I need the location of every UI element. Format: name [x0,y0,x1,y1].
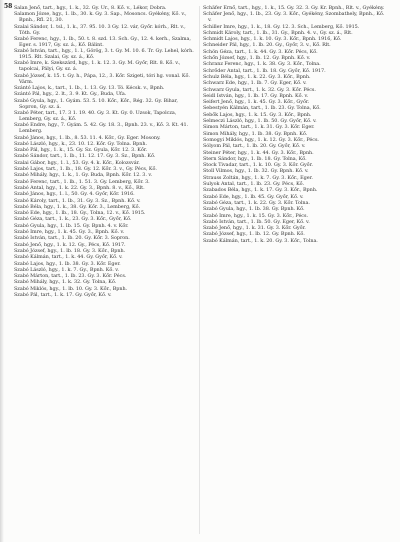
roster-entry: Szabó László, hgy., 1. k. 7. Gy., Bpnh. Kő. v. [14,266,119,273]
roster-entry: Schäfer Jenő, hgy., 1. lb., 23. Gy. 3. Kőr., Gyékény, Szombathely, Bpnh., Kő. v. [203,11,385,24]
roster-entry: Somogyi Miklós, hgy., 1. k. 12. Gy. 3. Kőr., Pécs. [203,136,319,143]
roster-entry: Szabó Jenő, hgy., 1. k. 31. Gy. 3. Kőr. Győr. [203,225,306,232]
roster-entry: Salan Jenő, tart., hgy., 1. k., 32. Gy. Ur., 8. Kő. v., Lékor, Dobra. [14,5,167,11]
right-column [203,5,386,244]
roster-entry: Szabó Imre, hgy., 1. k. 45. Gy. 3., Bpnh. Kő. v. [14,229,125,236]
roster-entry: Szabó Péter, tart., 17. 3 1. 19. 40. Gy. 3. Kt. Gy. 0. Uzsok, Tapolcza, Lemberg, Gy. sz. á., Kő. [14,109,177,122]
roster-entry: Strauss Zoltán, hgy., 1. k. 7. Gy. 3. Kőr., Eger. [203,174,313,181]
column-gutter [199,6,200,534]
page-number: 58 [4,3,13,10]
roster-entry: Szabó Sándor, tart., 1. lb., 11. 12. 17. Gy. 3. Sz., Bpnh. Kő. [14,153,156,160]
roster-entry: Schrőder Antal, tart., 1. lb. 18. Gy. Győr, Kő. 1917. [203,67,326,74]
roster-entry: Szabó József, hgy., 1. lb. 18. Gy. 3. Kőr., Bpnh. [14,247,126,254]
roster-entry: Szabó Kálmán, tart., 1. k. 20. Gy. 3. Kőr., Tolna. [203,237,318,244]
roster-entry: Szabó József, hgy., 1. lb. 12. Gy. Bpnh. Kő. [203,231,305,238]
roster-entry: Schmidt Lajos, hgy., 1. k. 10. Gy. 3. Kőr., Bpnh. 1916, Kő. [203,36,342,43]
roster-entry: Schwarz Ede, hgy., 1. lb. 7. Gy. Eger, Kő. v. [203,80,307,87]
left-column [14,5,197,298]
roster-entry: Szántó Pál, hgy., 2. lt., 3. 9. Kt. Gy., Buda, Ufa. [14,91,127,98]
roster-entry: Szabó Pál, hgy., 1. k., 15. Gy. Sz. Gyula, Kőr. 12. 3. Kőr. [14,147,148,154]
roster-entry: Sólyom Pál, tart., 1. lb. 20. Gy. Győr, Kő. v. [203,143,306,150]
roster-entry: Szabó László, hgy., k., 23. 10. 12. Kőr. Gy. Tolna. Bpnh. [14,140,147,147]
roster-entry: Szabó Mihály, hgy., 1. k. 32. Gy. Tolna, Kő. [14,279,117,286]
roster-entry: Simon Mihály, hgy., 1. lb. 38. Gy. Bpnh. Kő. [203,130,308,137]
roster-entry: Szabó Miklós, hgy., 1. lb. 10. Gy. 3. Kőr., Bpnh. [14,285,128,292]
roster-entry: Schiller Imre, hgy., 1. k., 18. Gy. 12. 3. Sch., Lemberg, Kő. 1915. [203,23,360,30]
roster-entry: Szabó Ede, hgy., 1. lb. 45. Gy. Győr, Kő. v. [203,193,304,200]
roster-entry: Szabó Géza, tart., 1. k. 22. Gy. 3. Kőr. Tolna. [203,199,310,206]
roster-entry: Szabó Imre, hgy., 1. k. 15. Gy. 3. Kőr., Pécs. [203,212,308,219]
roster-entry: Szabó János, hgy., 1. lb., 8. 53. 11. 4. Kőr., Gy. Eger. Mosony. [14,134,161,141]
roster-entry: Schön Géza, tart., 1. k. 44. Gy. 3. Kőr. Pécs, Kő. [203,48,318,55]
roster-entry: Sulyok Antal, tart., 1. lb. 23. Gy. Pécs, Kő. [203,181,305,188]
roster-entry: Szabó Kálmán, tart., 1. k. 44. Gy. Győr, Kő. v. [14,254,123,261]
roster-entry: Schäfer Ernő, tart., hgy., 1. k., 15. Gy. 32. 3. Gy. Kr. Bpnh., Rlt. v., Gyékény. [203,5,385,11]
roster-entry: Szabó Károly, tart., 1. lb., 31. Gy. 3. Sz., Bpnh. Kő. v. [14,197,141,204]
roster-entry: Szabó Ferenc, hgy., 1. lb., 50. t. 8. szd. 13. Sch. Gy., 12. 4. kerh., Szalma, Eger. s. 1917, Gy. sz. á., Kő. Bálint. [14,35,191,48]
roster-entry: Simon Márton, tart., 1. k. 31. Gy. 3. Kőr. Eger. [203,124,315,131]
roster-entry: Szabados Béla, hgy., 1. k. 17. Gy. 3. Kőr., Bpnh. [203,187,318,194]
roster-entry: Szabó Antal, hgy., 1. k. 22. Gy. 3., Bpnh. 8. v., Kő., Rlt. [14,184,145,191]
roster-entry: Schneider Pál, hgy., 1. lb. 20. Gy., Győr, 3. v., Kő. Rlt. [203,42,331,49]
roster-entry: Szabó Ede, hgy., 1. lb., 18. Gy., Tolna, 12. v., Kő. 1915. [14,210,146,217]
roster-entry: Salamon Józse, hgy., 1. lb., 30. k. Gy. 3. Sap., Mosoncs. Gyékény, Kő. v., Bpnh., Rfl. 21, 30. [14,11,187,24]
roster-entry: Stern Sándor, hgy., 1. lb. 18. Gy. Tolna, Kő. [203,155,307,162]
roster-entry: Szabó Imre, k. Szekszárd, hgy., 1. k. 12. 3. Gy. M. Győr, Rlt. 8. Kő. v., tapolcai, Pályi, Gy. sz. á. [14,60,181,73]
roster-entry: Szántó Lajos, k., tart., 1. lb., 1. 13. Gy. 13. Tó. Kécsk. v., Bpnh. [14,85,165,92]
roster-entry: Szabó Ferenc, tart., 1. lb., 1. 51. 3. Gy. Lemberg, Kőr. 3. [14,178,150,185]
roster-entry: Seidl István, hgy., 1. lb. 17. Gy. Bpnh. Kő. v. [203,92,309,99]
roster-entry: Szabó Gyula, hgy., 1. lb. 38. Gy. Bpnh. Kő. [203,206,305,213]
roster-entry: Seifert Jenő, hgy., 1. k. 45. Gy. 3. Kőr., Győr. [203,99,310,106]
roster-entry: Sebők Lajos, hgy., 1. k. 15. Gy. 3. Kőr., Bpnh. [203,111,312,118]
roster-entry: Steiner Péter, hgy., 1. k. 44. Gy. 3. Kőr., Bpnh. [203,149,314,156]
roster-entry: Szabó Géza, tart., 1. k., 23. Gy. 3. Kőr., Győr, Kő. [14,216,132,223]
roster-entry: Stoll Vilmos, hgy., 1. lb. 32. Gy. Bpnh. Kő. v. [203,168,309,175]
roster-entry: Sebestyén Kálmán, tart., 1. lb. 23. Gy. Tolna, Kő. [203,105,321,112]
roster-entry: Schmidt Károly, tart., 1. lb., 31. Gy., Bpnh. 4. v., Gy. sz. á., Rlt. [203,29,353,36]
roster-entry: Schranz Ferenc, hgy., 1. k. 38. Gy. 3. Kőr., Tolna. [203,61,321,68]
roster-entry: Szabó Pál, tart., 1. k. 17. Gy. Győr, Kő. v. [14,291,112,298]
roster-entry: Szabó Gyula, hgy., 1. lb. 15. Gy. Bpnh. 4. v. Kőr. [14,222,129,229]
roster-entry: Schwarz Gyula, tart., 1. k. 32. Gy. 3. Kőr. Pécs. [203,86,316,93]
roster-entry: Szabó Lajos, hgy., 1. lb. 38. Gy. 3. Kőr. Eger. [14,260,121,267]
roster-entry: Szabó Béla, hgy., 1. k., 38. Gy. Kőr. 3., Lemberg, Kő. [14,203,141,210]
roster-entry: Szabó János, hgy., 1. l., 50. Gy. 4. Győr, Kőr. 1916. [14,191,135,198]
roster-entry: Schulz Béla, hgy., 1. k. 22. Gy. 3. Kőr., Bpnh. [203,73,311,80]
roster-entry: Szabó József, k. 15. t. Gy. h., Pápa, 12., 3. Kőr. Szigeti, tóri hg. vonal. Kő. Várm. [14,72,190,85]
roster-entry: Szabó Mihály, hgy., 1. k., 1. Gy. Buda, Bpnh. Kőr. 12. 3. v. [14,172,152,179]
roster-entry: Szalai Gábor, hgy., 1. l., 53. Gy. 4. k. Kőr., Kolozsvár. [14,159,140,166]
roster-entry: Szabó Gyula, hgy., 1. Gyám. 53. 5. 10. Kőr., Kőr., Rég. 32. Gy. Bihar, Sopron, Gy. sz. á. [14,97,178,110]
page-edge-shadow [0,0,4,542]
roster-entry: Schőn József, hgy., 1. lb. 12. Gy. Bpnh. Kő. v. [203,55,311,62]
roster-entry: Selmeczi László, hgy., 1. lb. 50. Gy. Győr, Kő. v. [203,118,317,125]
roster-entry: Szabó István, tart., 1. lb. 50. Gy. Eger, Kő. v. [203,218,310,225]
roster-entry: Szabó Endre, hgy., 7. Gyám. 5. 42. Gy. 18. 3., Bpnh. 23. v., Kő. 3. Kt. 41. Lemberg. [14,122,189,135]
roster-entry: Szabó Lajos, tart., 1. lb., 18. Gy. 12. Kőr. 3. v., Gy. Pécs, Kő. [14,166,157,173]
roster-entry: Szabó Márton, tart., 1. lb. 23. Gy. 3. Kőr. Pécs. [14,273,127,280]
roster-entry: Szalai Sándor, 1. tsl., 1. k., 37. 95. 10. 3 Gy. 12. vár, Győr. kórh., Rlt. v., Tóth. Gy. [14,23,186,36]
roster-entry: Stock Tivadar, tart., 1. k. 10. Gy. 3. Kőr. Győr. [203,162,313,169]
roster-entry: Szabó István, tart., hgy., 1. l., Görög, 3. t. Gy. M. 10. 6. Tr. Gy. Lehel, kórh. 1915. Rlt. Szalai, Gy. sz. á., Kő. [14,48,194,61]
roster-entry: Szabó István, tart., 1. lb. 20. Gy. Kőr. 3. Sopron. [14,235,130,242]
roster-entry: Szabó Jenő, hgy., 1. k. 12. Gy., Pécs, Kő. 1917. [14,241,126,248]
